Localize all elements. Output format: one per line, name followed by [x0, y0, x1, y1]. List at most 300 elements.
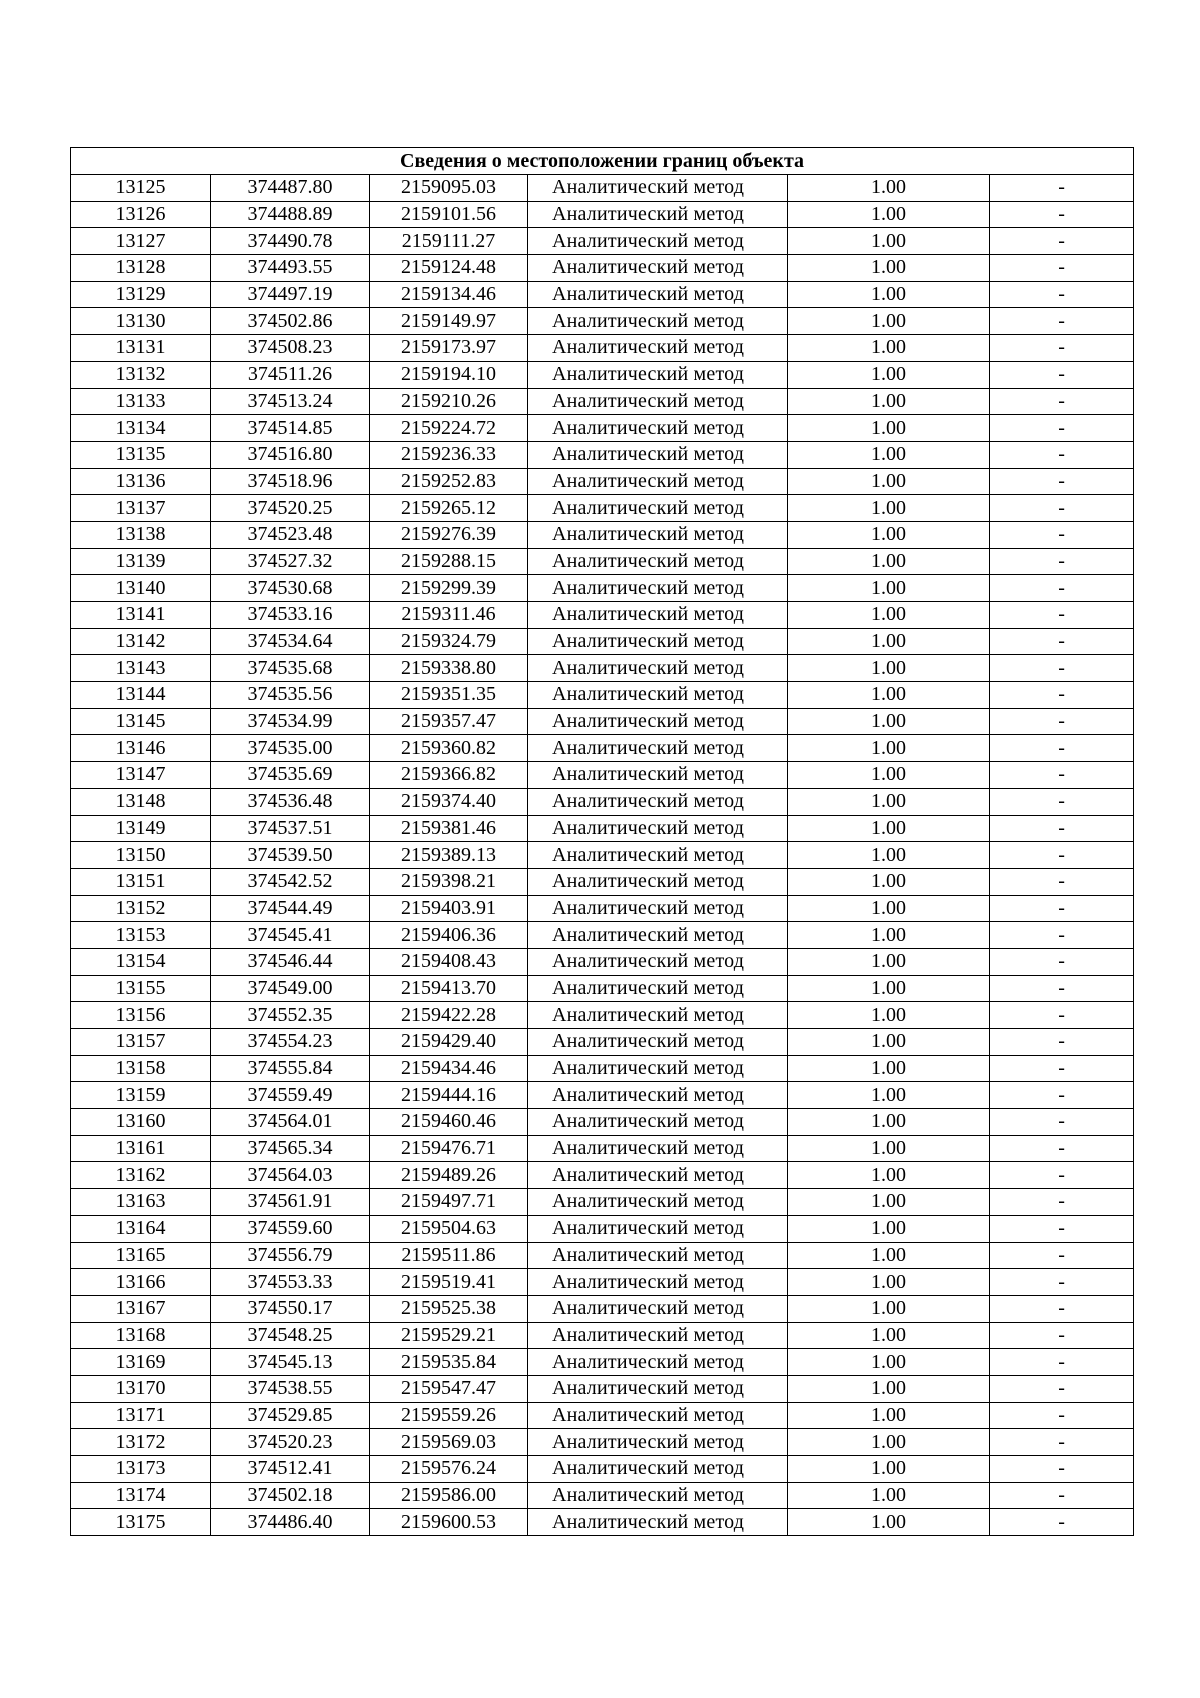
table-row	[71, 255, 1134, 282]
accuracy-cell: 1.00	[788, 1215, 990, 1242]
method-cell: Аналитический метод	[528, 1375, 788, 1402]
method-cell: Аналитический метод	[528, 495, 788, 522]
note-cell: -	[990, 922, 1134, 949]
point-number-cell: 13138	[71, 521, 211, 548]
method-cell: Аналитический метод	[528, 281, 788, 308]
method-cell: Аналитический метод	[528, 868, 788, 895]
x-coordinate-cell: 374529.85	[211, 1402, 370, 1429]
y-coordinate-cell: 2159547.47	[370, 1375, 528, 1402]
method-cell: Аналитический метод	[528, 1162, 788, 1189]
note-cell: -	[990, 255, 1134, 282]
y-coordinate-cell: 2159444.16	[370, 1082, 528, 1109]
x-coordinate-cell: 374550.17	[211, 1295, 370, 1322]
y-coordinate-cell: 2159311.46	[370, 602, 528, 629]
table-row	[71, 788, 1134, 815]
y-coordinate-cell: 2159529.21	[370, 1322, 528, 1349]
note-cell: -	[990, 868, 1134, 895]
point-number-cell: 13156	[71, 1002, 211, 1029]
table-row	[71, 1349, 1134, 1376]
accuracy-cell: 1.00	[788, 201, 990, 228]
note-cell: -	[990, 1055, 1134, 1082]
table-row	[71, 1322, 1134, 1349]
point-number-cell: 13163	[71, 1189, 211, 1216]
x-coordinate-cell: 374527.32	[211, 548, 370, 575]
point-number-cell: 13136	[71, 468, 211, 495]
table-row	[71, 975, 1134, 1002]
note-cell: -	[990, 1215, 1134, 1242]
note-cell: -	[990, 602, 1134, 629]
point-number-cell: 13126	[71, 201, 211, 228]
table-row	[71, 708, 1134, 735]
point-number-cell: 13154	[71, 948, 211, 975]
point-number-cell: 13147	[71, 762, 211, 789]
accuracy-cell: 1.00	[788, 815, 990, 842]
x-coordinate-cell: 374564.03	[211, 1162, 370, 1189]
y-coordinate-cell: 2159194.10	[370, 361, 528, 388]
point-number-cell: 13139	[71, 548, 211, 575]
point-number-cell: 13137	[71, 495, 211, 522]
note-cell: -	[990, 735, 1134, 762]
y-coordinate-cell: 2159398.21	[370, 868, 528, 895]
point-number-cell: 13149	[71, 815, 211, 842]
table-row	[71, 922, 1134, 949]
table-row	[71, 361, 1134, 388]
y-coordinate-cell: 2159422.28	[370, 1002, 528, 1029]
note-cell: -	[990, 175, 1134, 202]
x-coordinate-cell: 374544.49	[211, 895, 370, 922]
accuracy-cell: 1.00	[788, 655, 990, 682]
table-row	[71, 1429, 1134, 1456]
table-row	[71, 1456, 1134, 1483]
method-cell: Аналитический метод	[528, 922, 788, 949]
method-cell: Аналитический метод	[528, 1029, 788, 1056]
method-cell: Аналитический метод	[528, 1082, 788, 1109]
point-number-cell: 13141	[71, 602, 211, 629]
table-row	[71, 815, 1134, 842]
method-cell: Аналитический метод	[528, 1242, 788, 1269]
x-coordinate-cell: 374535.56	[211, 682, 370, 709]
accuracy-cell: 1.00	[788, 1242, 990, 1269]
accuracy-cell: 1.00	[788, 735, 990, 762]
x-coordinate-cell: 374535.68	[211, 655, 370, 682]
accuracy-cell: 1.00	[788, 842, 990, 869]
x-coordinate-cell: 374565.34	[211, 1135, 370, 1162]
y-coordinate-cell: 2159276.39	[370, 521, 528, 548]
y-coordinate-cell: 2159095.03	[370, 175, 528, 202]
y-coordinate-cell: 2159519.41	[370, 1269, 528, 1296]
note-cell: -	[990, 281, 1134, 308]
table-row	[71, 441, 1134, 468]
accuracy-cell: 1.00	[788, 1456, 990, 1483]
accuracy-cell: 1.00	[788, 548, 990, 575]
x-coordinate-cell: 374564.01	[211, 1109, 370, 1136]
y-coordinate-cell: 2159403.91	[370, 895, 528, 922]
accuracy-cell: 1.00	[788, 1269, 990, 1296]
x-coordinate-cell: 374516.80	[211, 441, 370, 468]
point-number-cell: 13168	[71, 1322, 211, 1349]
y-coordinate-cell: 2159413.70	[370, 975, 528, 1002]
x-coordinate-cell: 374493.55	[211, 255, 370, 282]
accuracy-cell: 1.00	[788, 922, 990, 949]
table-row	[71, 308, 1134, 335]
table-row	[71, 521, 1134, 548]
y-coordinate-cell: 2159535.84	[370, 1349, 528, 1376]
note-cell: -	[990, 361, 1134, 388]
table-row	[71, 735, 1134, 762]
y-coordinate-cell: 2159476.71	[370, 1135, 528, 1162]
x-coordinate-cell: 374502.86	[211, 308, 370, 335]
note-cell: -	[990, 468, 1134, 495]
x-coordinate-cell: 374536.48	[211, 788, 370, 815]
x-coordinate-cell: 374518.96	[211, 468, 370, 495]
point-number-cell: 13153	[71, 922, 211, 949]
point-number-cell: 13143	[71, 655, 211, 682]
point-number-cell: 13152	[71, 895, 211, 922]
y-coordinate-cell: 2159504.63	[370, 1215, 528, 1242]
x-coordinate-cell: 374513.24	[211, 388, 370, 415]
method-cell: Аналитический метод	[528, 682, 788, 709]
note-cell: -	[990, 335, 1134, 362]
accuracy-cell: 1.00	[788, 521, 990, 548]
method-cell: Аналитический метод	[528, 521, 788, 548]
note-cell: -	[990, 1429, 1134, 1456]
method-cell: Аналитический метод	[528, 468, 788, 495]
note-cell: -	[990, 1002, 1134, 1029]
note-cell: -	[990, 201, 1134, 228]
accuracy-cell: 1.00	[788, 1295, 990, 1322]
y-coordinate-cell: 2159406.36	[370, 922, 528, 949]
method-cell: Аналитический метод	[528, 228, 788, 255]
point-number-cell: 13131	[71, 335, 211, 362]
y-coordinate-cell: 2159586.00	[370, 1482, 528, 1509]
accuracy-cell: 1.00	[788, 1349, 990, 1376]
accuracy-cell: 1.00	[788, 868, 990, 895]
note-cell: -	[990, 1109, 1134, 1136]
x-coordinate-cell: 374533.16	[211, 602, 370, 629]
point-number-cell: 13173	[71, 1456, 211, 1483]
y-coordinate-cell: 2159497.71	[370, 1189, 528, 1216]
table-row	[71, 1055, 1134, 1082]
accuracy-cell: 1.00	[788, 1322, 990, 1349]
y-coordinate-cell: 2159408.43	[370, 948, 528, 975]
note-cell: -	[990, 842, 1134, 869]
note-cell: -	[990, 1295, 1134, 1322]
table-row	[71, 1029, 1134, 1056]
method-cell: Аналитический метод	[528, 1055, 788, 1082]
table-row	[71, 228, 1134, 255]
point-number-cell: 13148	[71, 788, 211, 815]
table-row	[71, 1002, 1134, 1029]
y-coordinate-cell: 2159600.53	[370, 1509, 528, 1536]
y-coordinate-cell: 2159236.33	[370, 441, 528, 468]
y-coordinate-cell: 2159324.79	[370, 628, 528, 655]
method-cell: Аналитический метод	[528, 1429, 788, 1456]
table-row	[71, 1295, 1134, 1322]
table-title: Сведения о местоположении границ объекта	[71, 148, 1134, 175]
x-coordinate-cell: 374537.51	[211, 815, 370, 842]
table-row	[71, 682, 1134, 709]
accuracy-cell: 1.00	[788, 762, 990, 789]
x-coordinate-cell: 374534.99	[211, 708, 370, 735]
point-number-cell: 13142	[71, 628, 211, 655]
note-cell: -	[990, 788, 1134, 815]
method-cell: Аналитический метод	[528, 1295, 788, 1322]
point-number-cell: 13165	[71, 1242, 211, 1269]
accuracy-cell: 1.00	[788, 468, 990, 495]
table-title-row	[71, 148, 1134, 175]
x-coordinate-cell: 374555.84	[211, 1055, 370, 1082]
point-number-cell: 13174	[71, 1482, 211, 1509]
table-row	[71, 468, 1134, 495]
y-coordinate-cell: 2159299.39	[370, 575, 528, 602]
method-cell: Аналитический метод	[528, 788, 788, 815]
method-cell: Аналитический метод	[528, 815, 788, 842]
accuracy-cell: 1.00	[788, 361, 990, 388]
method-cell: Аналитический метод	[528, 201, 788, 228]
y-coordinate-cell: 2159351.35	[370, 682, 528, 709]
method-cell: Аналитический метод	[528, 655, 788, 682]
method-cell: Аналитический метод	[528, 441, 788, 468]
table-row	[71, 1242, 1134, 1269]
note-cell: -	[990, 308, 1134, 335]
point-number-cell: 13133	[71, 388, 211, 415]
y-coordinate-cell: 2159252.83	[370, 468, 528, 495]
table-row	[71, 1215, 1134, 1242]
method-cell: Аналитический метод	[528, 895, 788, 922]
point-number-cell: 13129	[71, 281, 211, 308]
accuracy-cell: 1.00	[788, 335, 990, 362]
x-coordinate-cell: 374545.41	[211, 922, 370, 949]
y-coordinate-cell: 2159434.46	[370, 1055, 528, 1082]
accuracy-cell: 1.00	[788, 788, 990, 815]
note-cell: -	[990, 815, 1134, 842]
accuracy-cell: 1.00	[788, 628, 990, 655]
note-cell: -	[990, 655, 1134, 682]
method-cell: Аналитический метод	[528, 1482, 788, 1509]
accuracy-cell: 1.00	[788, 1002, 990, 1029]
note-cell: -	[990, 1509, 1134, 1536]
table-row	[71, 548, 1134, 575]
y-coordinate-cell: 2159374.40	[370, 788, 528, 815]
point-number-cell: 13161	[71, 1135, 211, 1162]
y-coordinate-cell: 2159101.56	[370, 201, 528, 228]
x-coordinate-cell: 374490.78	[211, 228, 370, 255]
y-coordinate-cell: 2159149.97	[370, 308, 528, 335]
y-coordinate-cell: 2159111.27	[370, 228, 528, 255]
point-number-cell: 13128	[71, 255, 211, 282]
y-coordinate-cell: 2159134.46	[370, 281, 528, 308]
note-cell: -	[990, 548, 1134, 575]
x-coordinate-cell: 374487.80	[211, 175, 370, 202]
method-cell: Аналитический метод	[528, 1189, 788, 1216]
point-number-cell: 13162	[71, 1162, 211, 1189]
table-row	[71, 1135, 1134, 1162]
x-coordinate-cell: 374523.48	[211, 521, 370, 548]
table-row	[71, 868, 1134, 895]
x-coordinate-cell: 374520.25	[211, 495, 370, 522]
accuracy-cell: 1.00	[788, 255, 990, 282]
note-cell: -	[990, 1322, 1134, 1349]
accuracy-cell: 1.00	[788, 1402, 990, 1429]
x-coordinate-cell: 374545.13	[211, 1349, 370, 1376]
x-coordinate-cell: 374552.35	[211, 1002, 370, 1029]
note-cell: -	[990, 228, 1134, 255]
point-number-cell: 13140	[71, 575, 211, 602]
y-coordinate-cell: 2159559.26	[370, 1402, 528, 1429]
x-coordinate-cell: 374530.68	[211, 575, 370, 602]
point-number-cell: 13145	[71, 708, 211, 735]
x-coordinate-cell: 374534.64	[211, 628, 370, 655]
method-cell: Аналитический метод	[528, 1135, 788, 1162]
accuracy-cell: 1.00	[788, 388, 990, 415]
note-cell: -	[990, 1135, 1134, 1162]
note-cell: -	[990, 708, 1134, 735]
y-coordinate-cell: 2159360.82	[370, 735, 528, 762]
note-cell: -	[990, 1349, 1134, 1376]
table-row	[71, 201, 1134, 228]
accuracy-cell: 1.00	[788, 308, 990, 335]
x-coordinate-cell: 374556.79	[211, 1242, 370, 1269]
x-coordinate-cell: 374546.44	[211, 948, 370, 975]
table-body	[71, 175, 1134, 1536]
note-cell: -	[990, 895, 1134, 922]
note-cell: -	[990, 1242, 1134, 1269]
table-row	[71, 1482, 1134, 1509]
point-number-cell: 13175	[71, 1509, 211, 1536]
note-cell: -	[990, 388, 1134, 415]
accuracy-cell: 1.00	[788, 1109, 990, 1136]
point-number-cell: 13172	[71, 1429, 211, 1456]
accuracy-cell: 1.00	[788, 602, 990, 629]
x-coordinate-cell: 374520.23	[211, 1429, 370, 1456]
point-number-cell: 13171	[71, 1402, 211, 1429]
table-row	[71, 575, 1134, 602]
table-row	[71, 842, 1134, 869]
point-number-cell: 13155	[71, 975, 211, 1002]
accuracy-cell: 1.00	[788, 228, 990, 255]
x-coordinate-cell: 374535.00	[211, 735, 370, 762]
y-coordinate-cell: 2159288.15	[370, 548, 528, 575]
accuracy-cell: 1.00	[788, 1162, 990, 1189]
point-number-cell: 13134	[71, 415, 211, 442]
x-coordinate-cell: 374559.49	[211, 1082, 370, 1109]
accuracy-cell: 1.00	[788, 1189, 990, 1216]
x-coordinate-cell: 374486.40	[211, 1509, 370, 1536]
note-cell: -	[990, 762, 1134, 789]
note-cell: -	[990, 441, 1134, 468]
y-coordinate-cell: 2159460.46	[370, 1109, 528, 1136]
accuracy-cell: 1.00	[788, 441, 990, 468]
y-coordinate-cell: 2159525.38	[370, 1295, 528, 1322]
accuracy-cell: 1.00	[788, 975, 990, 1002]
x-coordinate-cell: 374549.00	[211, 975, 370, 1002]
x-coordinate-cell: 374542.52	[211, 868, 370, 895]
accuracy-cell: 1.00	[788, 895, 990, 922]
x-coordinate-cell: 374535.69	[211, 762, 370, 789]
accuracy-cell: 1.00	[788, 415, 990, 442]
accuracy-cell: 1.00	[788, 948, 990, 975]
method-cell: Аналитический метод	[528, 175, 788, 202]
table-row	[71, 628, 1134, 655]
point-number-cell: 13159	[71, 1082, 211, 1109]
table-row	[71, 335, 1134, 362]
method-cell: Аналитический метод	[528, 1215, 788, 1242]
x-coordinate-cell: 374553.33	[211, 1269, 370, 1296]
table-row	[71, 1375, 1134, 1402]
method-cell: Аналитический метод	[528, 548, 788, 575]
point-number-cell: 13158	[71, 1055, 211, 1082]
y-coordinate-cell: 2159389.13	[370, 842, 528, 869]
x-coordinate-cell: 374559.60	[211, 1215, 370, 1242]
table-row	[71, 175, 1134, 202]
y-coordinate-cell: 2159173.97	[370, 335, 528, 362]
point-number-cell: 13166	[71, 1269, 211, 1296]
y-coordinate-cell: 2159265.12	[370, 495, 528, 522]
point-number-cell: 13132	[71, 361, 211, 388]
y-coordinate-cell: 2159576.24	[370, 1456, 528, 1483]
table-row	[71, 762, 1134, 789]
method-cell: Аналитический метод	[528, 361, 788, 388]
method-cell: Аналитический метод	[528, 762, 788, 789]
table-row	[71, 388, 1134, 415]
x-coordinate-cell: 374554.23	[211, 1029, 370, 1056]
table-row	[71, 602, 1134, 629]
boundary-coordinates-table	[70, 147, 1134, 1536]
note-cell: -	[990, 1029, 1134, 1056]
point-number-cell: 13151	[71, 868, 211, 895]
accuracy-cell: 1.00	[788, 1509, 990, 1536]
note-cell: -	[990, 1189, 1134, 1216]
note-cell: -	[990, 521, 1134, 548]
note-cell: -	[990, 415, 1134, 442]
y-coordinate-cell: 2159489.26	[370, 1162, 528, 1189]
method-cell: Аналитический метод	[528, 308, 788, 335]
method-cell: Аналитический метод	[528, 1002, 788, 1029]
accuracy-cell: 1.00	[788, 1375, 990, 1402]
table-row	[71, 1402, 1134, 1429]
x-coordinate-cell: 374497.19	[211, 281, 370, 308]
x-coordinate-cell: 374561.91	[211, 1189, 370, 1216]
point-number-cell: 13146	[71, 735, 211, 762]
point-number-cell: 13160	[71, 1109, 211, 1136]
table-row	[71, 1162, 1134, 1189]
y-coordinate-cell: 2159569.03	[370, 1429, 528, 1456]
point-number-cell: 13167	[71, 1295, 211, 1322]
method-cell: Аналитический метод	[528, 948, 788, 975]
table-row	[71, 1509, 1134, 1536]
point-number-cell: 13125	[71, 175, 211, 202]
x-coordinate-cell: 374512.41	[211, 1456, 370, 1483]
note-cell: -	[990, 1082, 1134, 1109]
note-cell: -	[990, 575, 1134, 602]
point-number-cell: 13135	[71, 441, 211, 468]
point-number-cell: 13130	[71, 308, 211, 335]
note-cell: -	[990, 1375, 1134, 1402]
accuracy-cell: 1.00	[788, 575, 990, 602]
method-cell: Аналитический метод	[528, 735, 788, 762]
y-coordinate-cell: 2159366.82	[370, 762, 528, 789]
table-row	[71, 948, 1134, 975]
x-coordinate-cell: 374508.23	[211, 335, 370, 362]
point-number-cell: 13157	[71, 1029, 211, 1056]
note-cell: -	[990, 628, 1134, 655]
table-row	[71, 281, 1134, 308]
table-row	[71, 1109, 1134, 1136]
method-cell: Аналитический метод	[528, 628, 788, 655]
y-coordinate-cell: 2159124.48	[370, 255, 528, 282]
point-number-cell: 13150	[71, 842, 211, 869]
point-number-cell: 13170	[71, 1375, 211, 1402]
